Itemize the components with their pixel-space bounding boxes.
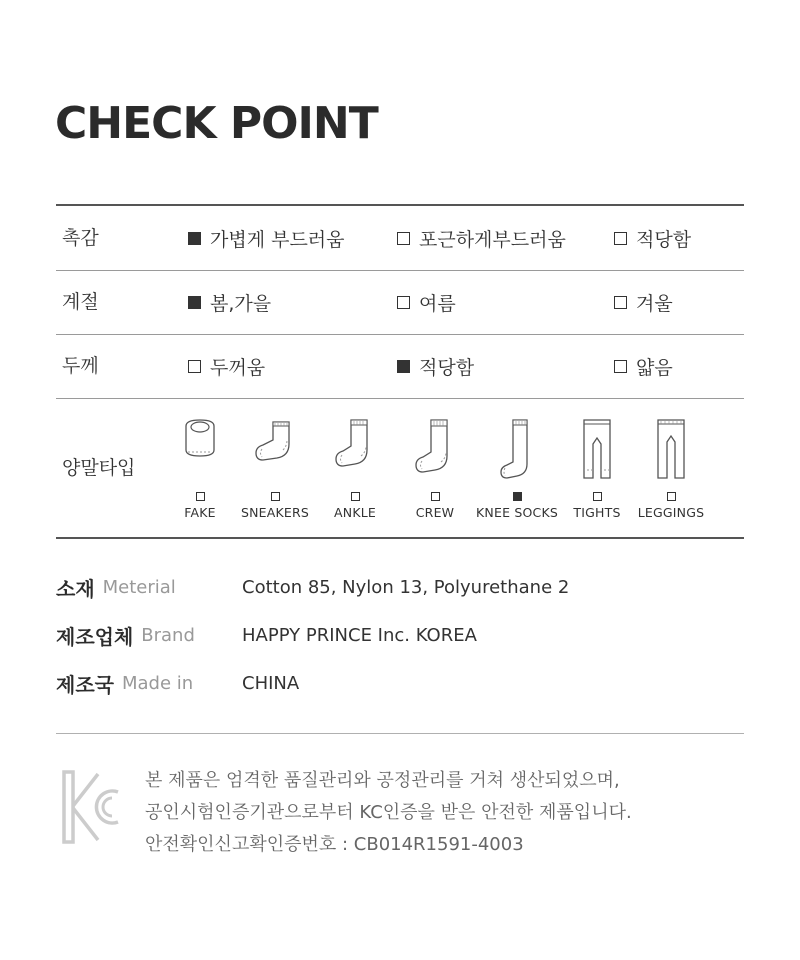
material-value: Cotton 85, Nylon 13, Polyurethane 2 [242,576,570,598]
checkbox-icon [614,360,627,373]
checkbox-icon [614,296,627,309]
knee-sock-icon [497,416,537,480]
leggings-icon [654,416,688,482]
option-season-summer: 여름 [397,270,456,334]
option-thickness-thin: 얇음 [614,334,673,398]
sock-checkbox-icon [351,492,360,501]
row-label-season: 계절 [62,291,99,313]
row-label-texture: 촉감 [62,227,99,249]
option-season-winter: 겨울 [614,270,673,334]
checkbox-icon [614,232,627,245]
sock-checkbox-icon-checked [513,492,522,501]
option-thickness-moderate: 적당함 [397,334,474,398]
table-bottom-border [56,537,744,539]
option-texture-cozy-soft: 포근하게부드러움 [397,206,566,270]
page-title: CHECK POINT [55,98,378,149]
sock-type-fake: FAKE [160,416,240,520]
checkbox-icon-checked [188,232,201,245]
checkbox-icon-checked [397,360,410,373]
info-row-material: 소재 Meterial Cotton 85, Nylon 13, Polyurethane 2 [56,576,570,601]
kc-certification-icon [62,770,122,844]
checkbox-icon [397,296,410,309]
sock-checkbox-icon [667,492,676,501]
kc-text-line-2: 공인시험인증기관으로부터 KC인증을 받은 안전한 제품입니다. [145,802,632,823]
checkbox-icon-checked [188,296,201,309]
option-texture-moderate: 적당함 [614,206,691,270]
crew-sock-icon [413,416,457,476]
sock-checkbox-icon [196,492,205,501]
option-season-spring-fall: 봄,가을 [188,270,271,334]
checkbox-icon [397,232,410,245]
fake-sock-icon [182,416,218,466]
sock-type-tights: TIGHTS [557,416,637,520]
option-thickness-thick: 두꺼움 [188,334,265,398]
tights-icon [580,416,614,482]
kc-divider [56,733,744,734]
info-row-made-in: 제조국 Made in CHINA [56,672,300,697]
sock-checkbox-icon [431,492,440,501]
kc-text-line-3: 안전확인신고확인증번호 : CB014R1591-4003 [145,834,524,855]
row-label-sock-type: 양말타입 [62,457,136,479]
sock-type-crew: CREW [395,416,475,520]
brand-value: HAPPY PRINCE Inc. KOREA [242,624,477,646]
kc-text-line-1: 본 제품은 엄격한 품질관리와 공정관리를 거쳐 생산되었으며, [145,770,620,791]
made-in-value: CHINA [242,672,300,694]
sock-checkbox-icon [593,492,602,501]
sneakers-sock-icon [253,416,297,466]
sock-type-knee-socks: KNEE SOCKS [477,416,557,520]
row-divider [56,398,744,399]
ankle-sock-icon [333,416,377,472]
info-row-brand: 제조업체 Brand HAPPY PRINCE Inc. KOREA [56,624,477,649]
option-texture-light-soft: 가볍게 부드러움 [188,206,345,270]
sock-type-sneakers: SNEAKERS [235,416,315,520]
sock-type-ankle: ANKLE [315,416,395,520]
row-label-thickness: 두께 [62,355,99,377]
sock-type-leggings: LEGGINGS [631,416,711,520]
sock-checkbox-icon [271,492,280,501]
checkbox-icon [188,360,201,373]
